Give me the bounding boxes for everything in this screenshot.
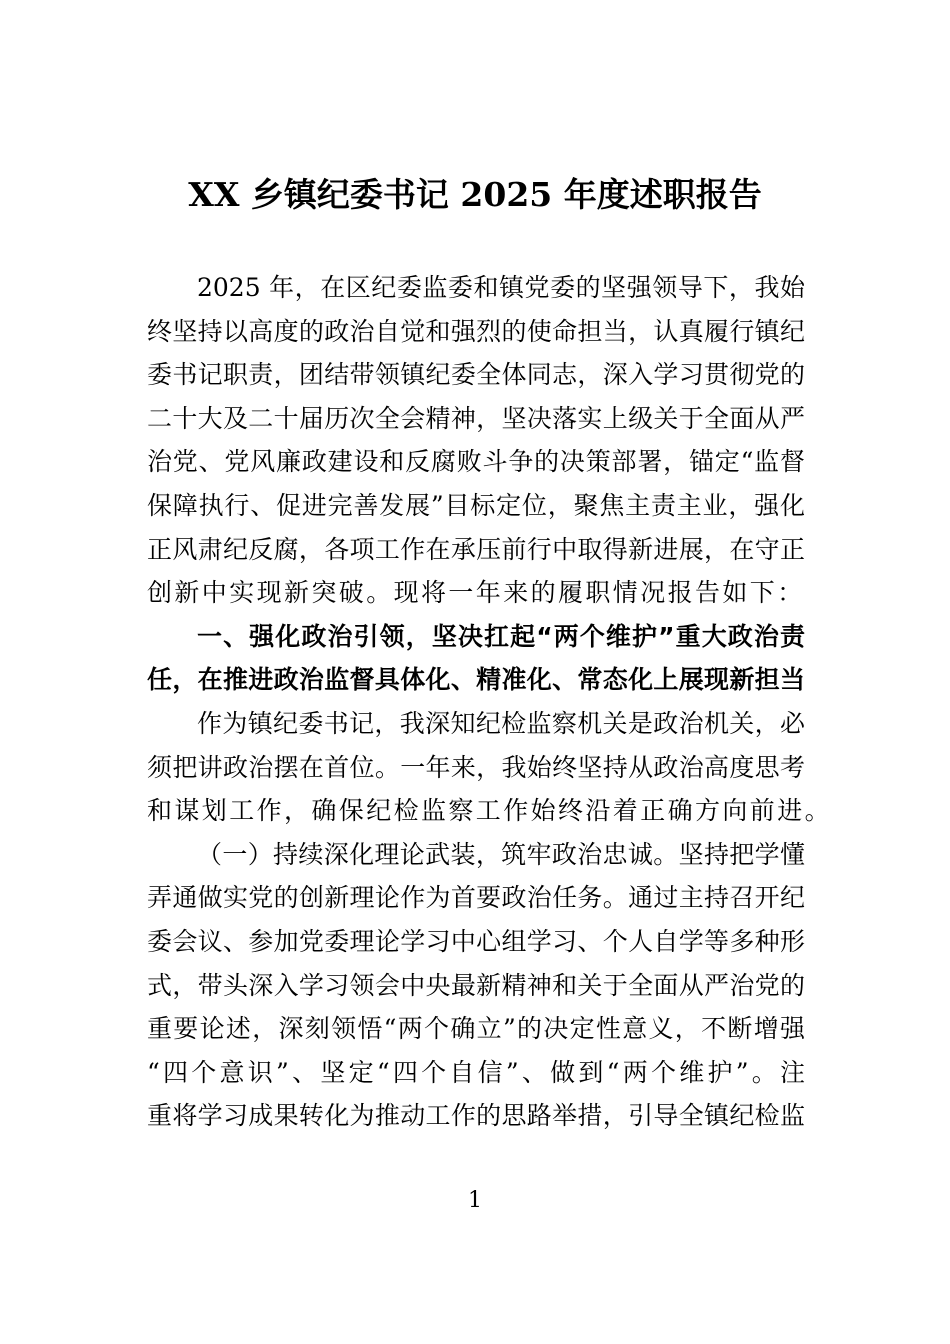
text-line: 和谋划工作，确保纪检监察工作始终沿着正确方向前进。 xyxy=(147,796,833,826)
text-line: “四个意识”、坚定“四个自信”、做到“两个维护”。注 xyxy=(147,1057,805,1087)
text-line: 任，在推进政治监督具体化、精准化、常态化上展现新担当 xyxy=(147,665,805,695)
text-line: 2025 年，在区纪委监委和镇党委的坚强领导下，我始 xyxy=(197,273,805,302)
text-line: 式，带头深入学习领会中央最新精神和关于全面从严治党的 xyxy=(147,970,805,1000)
paragraph xyxy=(147,702,833,833)
text-line: 重要论述，深刻领悟“两个确立”的决定性意义，不断增强 xyxy=(147,1014,805,1044)
text-line: 二十大及二十届历次全会精神，坚决落实上级关于全面从严 xyxy=(147,403,805,433)
text-line: 弄通做实党的创新理论作为首要政治任务。通过主持召开纪 xyxy=(147,883,805,913)
text-line: 须把讲政治摆在首位。一年来，我始终坚持从政治高度思考 xyxy=(147,752,805,782)
paragraph xyxy=(147,266,805,615)
text-line: 正风肃纪反腐，各项工作在承压前行中取得新进展，在守正 xyxy=(147,534,805,564)
text-line: 委会议、参加党委理论学习中心组学习、个人自学等多种形 xyxy=(147,926,805,956)
text-line: 作为镇纪委书记，我深知纪检监察机关是政治机关，必 xyxy=(197,708,805,738)
text-line: 保障执行、促进完善发展”目标定位，聚焦主责主业，强化 xyxy=(147,490,805,520)
text-line: 委书记职责，团结带领镇纪委全体同志，深入学习贯彻党的 xyxy=(147,360,805,390)
text-line: （一）持续深化理论武装，筑牢政治忠诚。坚持把学懂 xyxy=(197,839,805,869)
text-line: 一、强化政治引领，坚决扛起“两个维护”重大政治责 xyxy=(197,621,805,651)
text-line: 治党、党风廉政建设和反腐败斗争的决策部署，锚定“监督 xyxy=(147,447,805,477)
text-line: 创新中实现新突破。现将一年来的履职情况报告如下： xyxy=(147,578,805,608)
document-body xyxy=(147,266,833,1138)
text-line: 终坚持以高度的政治自觉和强烈的使命担当，认真履行镇纪 xyxy=(147,316,805,346)
section-heading xyxy=(147,615,805,702)
paragraph xyxy=(147,833,805,1138)
text-line: 重将学习成果转化为推动工作的思路举措，引导全镇纪检监 xyxy=(147,1101,805,1131)
document-title: XX 乡镇纪委书记 2025 年度述职报告 xyxy=(188,175,762,214)
page-number: 1 xyxy=(468,1188,482,1213)
